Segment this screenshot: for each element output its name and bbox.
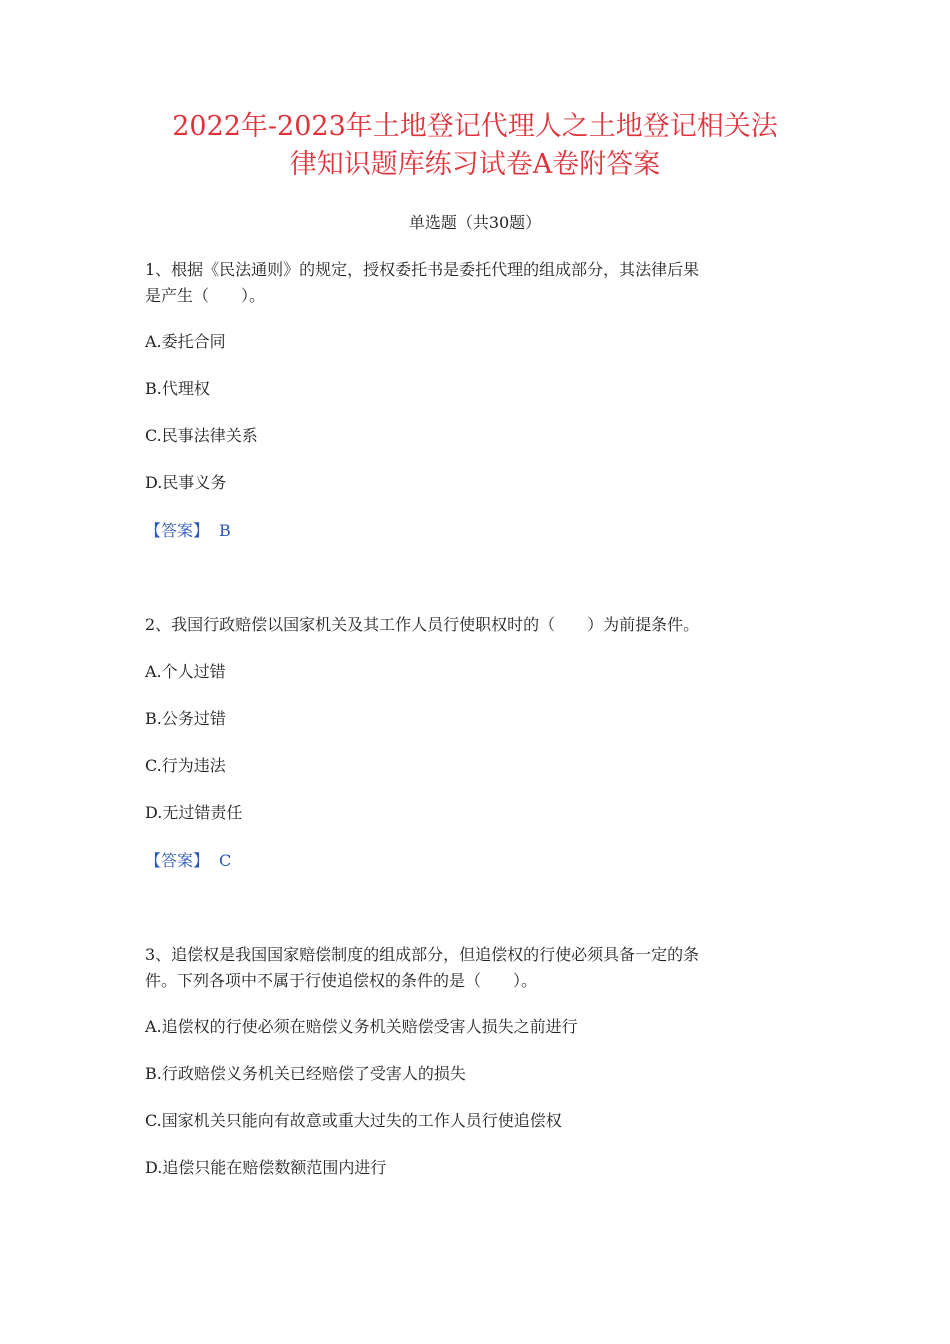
- question-1-option-a: A.委托合同: [145, 332, 226, 351]
- title-line-2: 律知识题库练习试卷A卷附答案: [289, 149, 661, 180]
- question-2-stem-line-1: 2、我国行政赔偿以国家机关及其工作人员行使职权时的（ ）为前提条件。: [145, 615, 700, 634]
- question-2-option-b: B.公务过错: [145, 709, 226, 728]
- answer-label: 【答案】: [145, 521, 210, 540]
- question-2-answer: [145, 848, 231, 874]
- question-1-option-b: B.代理权: [145, 379, 210, 398]
- answer-label: 【答案】: [145, 851, 210, 870]
- title-line-1: 2022年-2023年土地登记代理人之土地登记相关法: [172, 111, 778, 142]
- question-1-stem: [145, 257, 825, 309]
- answer-value: C: [219, 851, 232, 870]
- question-3-stem-line-2: 件。下列各项中不属于行使追偿权的条件的是（ ）。: [145, 971, 538, 990]
- question-1-stem-line-1: 1、根据《民法通则》的规定，授权委托书是委托代理的组成部分，其法律后果: [145, 260, 700, 279]
- question-1-answer: [145, 518, 231, 544]
- question-3-option-a: A.追偿权的行使必须在赔偿义务机关赔偿受害人损失之前进行: [145, 1017, 578, 1036]
- section-heading: 单选题（共30题）: [408, 213, 542, 232]
- question-3-stem: [145, 942, 825, 994]
- question-2-stem: [145, 612, 825, 638]
- question-3-option-b: B.行政赔偿义务机关已经赔偿了受害人的损失: [145, 1064, 466, 1083]
- question-2-option-d: D.无过错责任: [145, 803, 243, 822]
- document-title: [120, 108, 830, 184]
- question-2-option-c: C.行为违法: [145, 756, 226, 775]
- answer-value: B: [219, 521, 231, 540]
- question-1-option-c: C.民事法律关系: [145, 426, 258, 445]
- question-1-option-d: D.民事义务: [145, 473, 227, 492]
- question-3-stem-line-1: 3、追偿权是我国国家赔偿制度的组成部分，但追偿权的行使必须具备一定的条: [145, 945, 700, 964]
- question-2-option-a: A.个人过错: [145, 662, 226, 681]
- question-1-stem-line-2: 是产生（ ）。: [145, 286, 266, 305]
- question-3-option-c: C.国家机关只能向有故意或重大过失的工作人员行使追偿权: [145, 1111, 562, 1130]
- question-3-option-d: D.追偿只能在赔偿数额范围内进行: [145, 1158, 387, 1177]
